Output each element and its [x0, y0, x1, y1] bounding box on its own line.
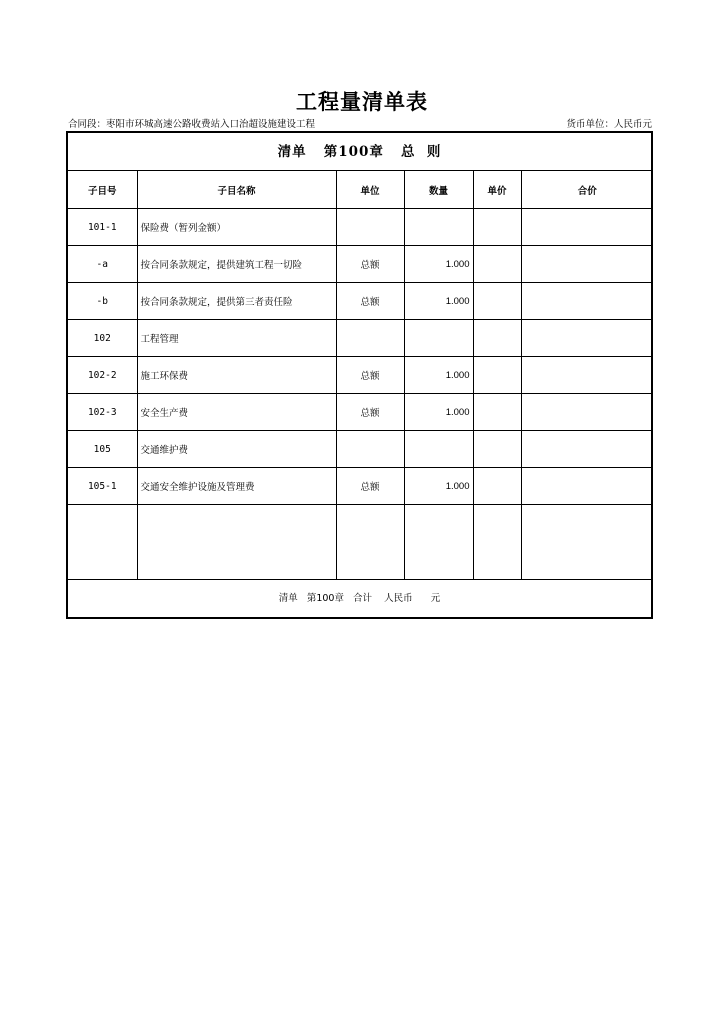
unit-price-cell[interactable] [473, 246, 521, 283]
item-code-cell: 102-2 [68, 357, 137, 394]
unit-price-cell[interactable] [473, 209, 521, 246]
unit-cell[interactable] [336, 431, 404, 468]
page-title: 工程量清单表 [296, 90, 428, 114]
quantity-cell[interactable] [404, 209, 473, 246]
unit-cell[interactable]: 总额 [336, 246, 404, 283]
item-name-cell: 工程管理 [137, 320, 336, 357]
column-header-code: 子目号 [68, 171, 137, 209]
bill-sheet [66, 131, 653, 619]
item-name-cell: 交通安全维护设施及管理费 [137, 468, 336, 505]
total-price-cell[interactable] [521, 468, 653, 505]
item-code-cell: 105 [68, 431, 137, 468]
table-row [68, 468, 653, 505]
unit-cell[interactable]: 总额 [336, 357, 404, 394]
unit-cell[interactable]: 总额 [336, 394, 404, 431]
bill-table [68, 170, 653, 580]
table-row [68, 209, 653, 246]
unit-cell[interactable] [336, 209, 404, 246]
table-row [68, 394, 653, 431]
unit-price-cell[interactable] [473, 320, 521, 357]
unit-price-cell[interactable] [473, 468, 521, 505]
table-header-row [68, 171, 653, 209]
contract-info [68, 118, 315, 131]
unit-cell[interactable] [336, 320, 404, 357]
total-price-cell[interactable] [521, 209, 653, 246]
item-code-cell: 102 [68, 320, 137, 357]
quantity-cell[interactable]: 1.000 [404, 357, 473, 394]
total-price-cell[interactable] [521, 283, 653, 320]
quantity-cell[interactable]: 1.000 [404, 394, 473, 431]
unit-price-cell[interactable] [473, 394, 521, 431]
unit-cell[interactable]: 总额 [336, 283, 404, 320]
unit-cell[interactable]: 总额 [336, 468, 404, 505]
quantity-cell[interactable] [404, 431, 473, 468]
item-name-cell: 施工环保费 [137, 357, 336, 394]
column-header-quantity: 数量 [404, 171, 473, 209]
blank-cell[interactable] [137, 505, 336, 580]
item-name-cell: 安全生产费 [137, 394, 336, 431]
item-code-cell: -a [68, 246, 137, 283]
blank-cell[interactable] [336, 505, 404, 580]
table-row [68, 357, 653, 394]
item-code-cell: -b [68, 283, 137, 320]
total-price-cell[interactable] [521, 431, 653, 468]
quantity-cell[interactable] [404, 320, 473, 357]
blank-cell[interactable] [404, 505, 473, 580]
unit-price-cell[interactable] [473, 283, 521, 320]
quantity-cell[interactable]: 1.000 [404, 246, 473, 283]
column-header-name: 子目名称 [137, 171, 336, 209]
currency-label: 货币单位： [566, 119, 614, 130]
item-name-cell: 按合同条款规定，提供建筑工程一切险 [137, 246, 336, 283]
table-row [68, 320, 653, 357]
table-row [68, 431, 653, 468]
currency-info [566, 118, 652, 131]
quantity-cell[interactable]: 1.000 [404, 468, 473, 505]
unit-price-cell[interactable] [473, 357, 521, 394]
column-header-total-price: 合价 [521, 171, 653, 209]
item-code-cell: 102-3 [68, 394, 137, 431]
column-header-unit-price: 单价 [473, 171, 521, 209]
total-price-cell[interactable] [521, 246, 653, 283]
item-name-cell: 保险费（暂列金额） [137, 209, 336, 246]
quantity-cell[interactable]: 1.000 [404, 283, 473, 320]
blank-cell[interactable] [473, 505, 521, 580]
blank-row [68, 505, 653, 580]
unit-price-cell[interactable] [473, 431, 521, 468]
summary-row: 清单 第100章 合计 人民币 元 [278, 593, 441, 604]
blank-cell[interactable] [521, 505, 653, 580]
total-price-cell[interactable] [521, 394, 653, 431]
contract-label: 合同段： [68, 119, 107, 130]
section-heading: 清单 第100章 总 则 [68, 133, 651, 171]
total-price-cell[interactable] [521, 357, 653, 394]
blank-cell[interactable] [68, 505, 137, 580]
total-price-cell[interactable] [521, 320, 653, 357]
contract-value: 枣阳市环城高速公路收费站入口治超设施建设工程 [106, 119, 316, 130]
table-row [68, 283, 653, 320]
currency-value: 人民币元 [613, 119, 652, 130]
item-name-cell: 按合同条款规定，提供第三者责任险 [137, 283, 336, 320]
column-header-unit: 单位 [336, 171, 404, 209]
item-code-cell: 105-1 [68, 468, 137, 505]
item-code-cell: 101-1 [68, 209, 137, 246]
table-row [68, 246, 653, 283]
item-name-cell: 交通维护费 [137, 431, 336, 468]
